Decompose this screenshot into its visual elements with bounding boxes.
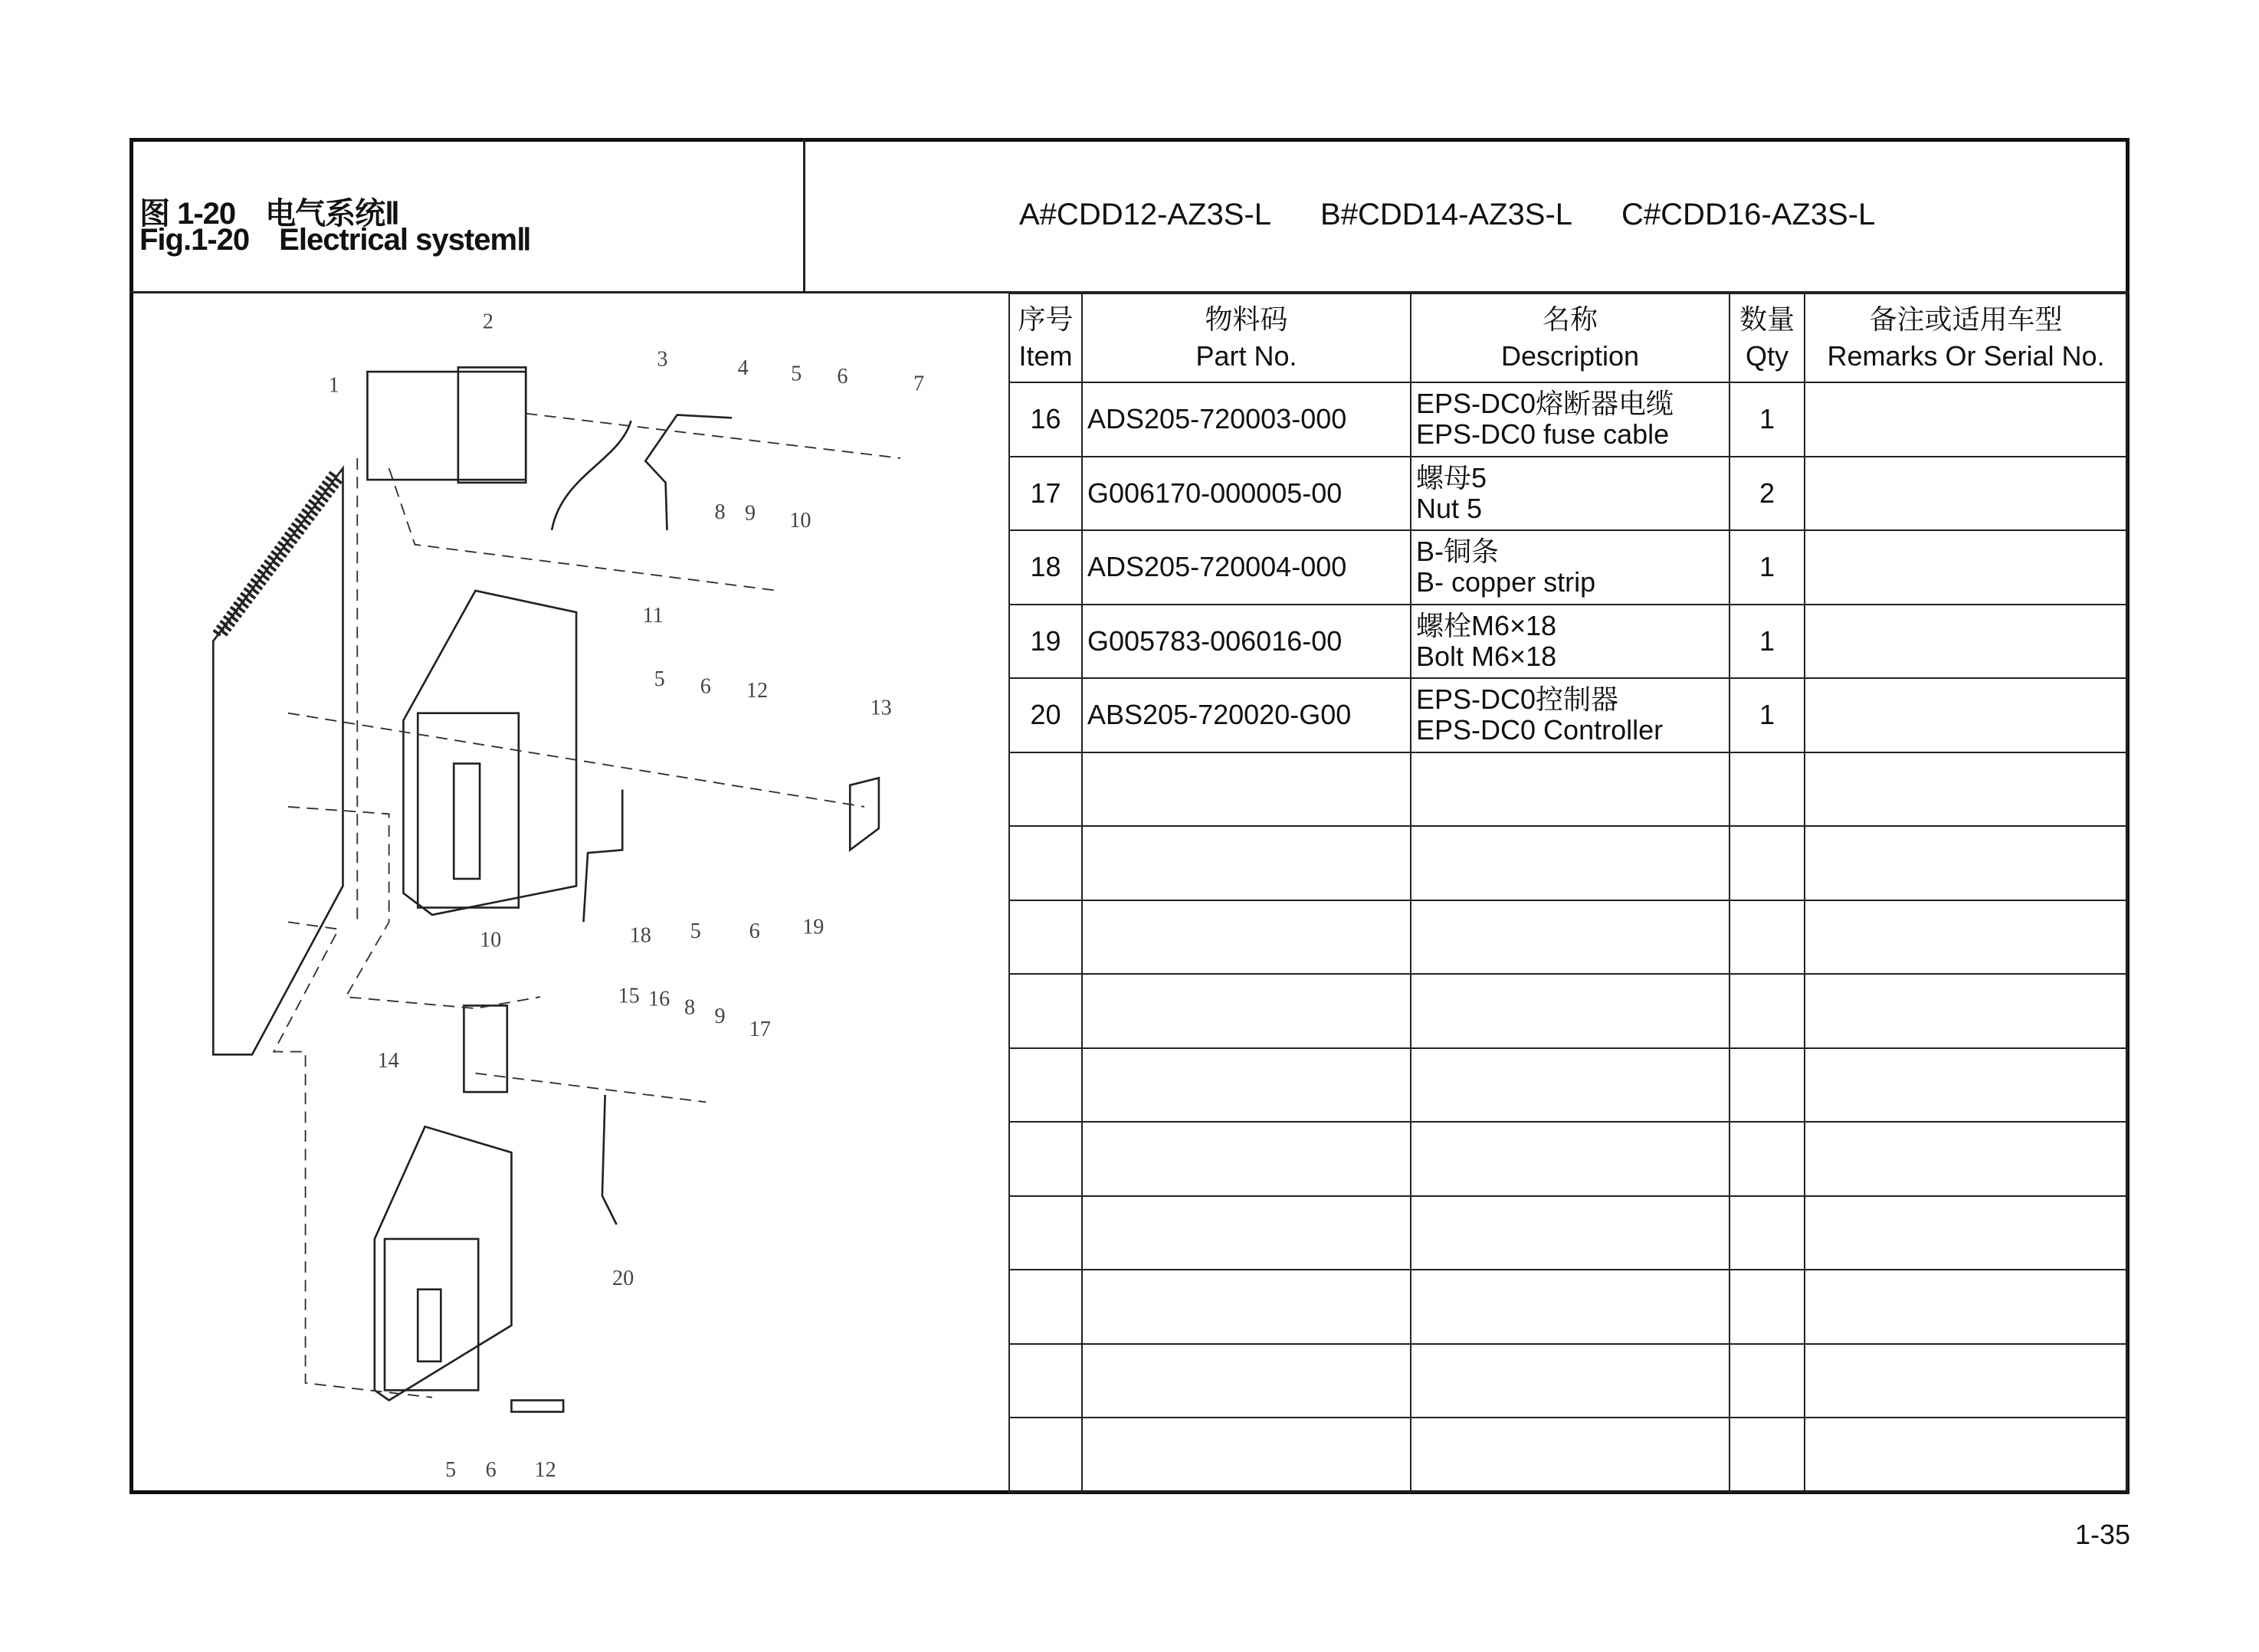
table-header-row [1009, 293, 2127, 382]
cell-qty: 2 [1729, 457, 1805, 531]
desc-en: Nut 5 [1416, 492, 1483, 524]
copper-strip-18 [583, 789, 622, 922]
header-en: Part No. [1195, 340, 1297, 372]
cell-part-no: ADS205-720004-000 [1082, 530, 1411, 605]
table-row-empty [1009, 1418, 2127, 1492]
callout-label: 8 [684, 995, 696, 1020]
table-row-empty [1009, 1122, 2127, 1196]
header-item [1009, 293, 1082, 382]
cell-item: 18 [1009, 530, 1082, 605]
header-en: Remarks Or Serial No. [1827, 340, 2105, 372]
cable-3 [552, 421, 631, 530]
header-zh: 物料码 [1205, 303, 1288, 335]
controller-20 [375, 1126, 512, 1400]
cell-item: 17 [1009, 457, 1082, 531]
table-row [1009, 678, 2127, 752]
callout-label: 6 [485, 1458, 497, 1483]
header-description [1411, 293, 1729, 382]
desc-zh: EPS-DC0控制器 [1416, 683, 1619, 716]
cell-remarks [1805, 605, 2127, 679]
table-row-empty [1009, 1048, 2127, 1123]
model-a: A#CDD12-AZ3S-L [1019, 198, 1272, 231]
cell-description [1411, 678, 1729, 752]
header-en: Qty [1745, 340, 1789, 372]
header-qty [1729, 293, 1805, 382]
header-zh: 序号 [1018, 303, 1074, 335]
desc-en: EPS-DC0 fuse cable [1416, 418, 1670, 451]
callout-label: 19 [802, 915, 825, 939]
callout-label: 13 [870, 696, 892, 720]
callout-label: 2 [482, 310, 493, 334]
cell-description [1411, 605, 1729, 679]
model-b: B#CDD14-AZ3S-L [1320, 198, 1573, 231]
model-c: C#CDD16-AZ3S-L [1621, 198, 1876, 231]
table-row-empty [1009, 826, 2127, 900]
cell-item: 16 [1009, 382, 1082, 457]
callout-label: 5 [791, 362, 802, 386]
callout-label: 17 [749, 1017, 771, 1041]
callout-label: 18 [629, 923, 651, 948]
callout-label: 5 [444, 1458, 457, 1483]
table-row-empty [1009, 1196, 2127, 1270]
table-row [1009, 530, 2127, 605]
callout-label: 4 [737, 356, 749, 380]
callout-label: 9 [714, 1004, 726, 1028]
cell-part-no: G005783-006016-00 [1082, 605, 1411, 679]
cell-qty: 1 [1729, 605, 1805, 679]
callout-label: 12 [534, 1458, 556, 1483]
table-row-empty [1009, 1344, 2127, 1418]
callout-label: 6 [837, 365, 848, 389]
callout-label: 14 [377, 1049, 399, 1073]
table-row [1009, 382, 2127, 457]
controller-11 [403, 591, 576, 915]
callout-label: 9 [745, 501, 756, 526]
bracket-13 [850, 778, 879, 850]
header-remarks [1805, 293, 2127, 382]
callout-label: 10 [789, 509, 811, 533]
callout-label: 15 [618, 984, 640, 1008]
parts-table [1008, 293, 2128, 1493]
callout-label: 10 [480, 928, 502, 952]
cell-description [1411, 530, 1729, 605]
callout-label: 6 [749, 919, 760, 943]
header-zh: 名称 [1542, 303, 1598, 335]
table-row-empty [1009, 752, 2127, 827]
cell-item: 20 [1009, 678, 1082, 752]
table-row [1009, 605, 2127, 679]
callout-label: 5 [690, 919, 701, 943]
callout-label: 5 [654, 667, 665, 691]
callout-label: 20 [612, 1267, 634, 1291]
desc-zh: EPS-DC0熔断器电缆 [1416, 388, 1674, 420]
callout-label: 12 [746, 679, 769, 703]
desc-zh: 螺母5 [1416, 461, 1487, 493]
desc-zh: 螺栓M6×18 [1416, 609, 1557, 641]
header-en: Description [1500, 340, 1640, 372]
callout-label: 1 [328, 373, 339, 398]
cell-part-no: ADS205-720003-000 [1082, 382, 1411, 457]
fuse-cable-16 [602, 1095, 617, 1224]
desc-en: EPS-DC0 Controller [1416, 714, 1664, 746]
header-part-no [1082, 293, 1411, 382]
fuse-holder [464, 1005, 507, 1092]
header-zh: 备注或适用车型 [1869, 303, 2063, 335]
cell-qty: 1 [1729, 678, 1805, 752]
bolt-12 [511, 1401, 563, 1412]
page-number: 1-35 [2075, 1519, 2131, 1550]
figure-title-zh: 图 1-20 电气系统Ⅱ [139, 197, 399, 231]
cell-qty: 1 [1729, 382, 1805, 457]
cell-part-no: G006170-000005-00 [1082, 457, 1411, 531]
cell-remarks [1805, 382, 2127, 457]
header-en: Item [1018, 340, 1073, 372]
cell-qty: 1 [1729, 530, 1805, 605]
desc-en: B- copper strip [1416, 566, 1596, 598]
cell-remarks [1805, 678, 2127, 752]
callout-label: 6 [700, 674, 711, 699]
contactor [367, 372, 526, 480]
cell-item: 19 [1009, 605, 1082, 679]
callout-label: 8 [714, 500, 726, 524]
figure-title-en: Fig.1-20 Electrical systemⅡ [139, 223, 531, 257]
table-row-empty [1009, 900, 2127, 975]
callout-label: 3 [657, 347, 668, 372]
header-zh: 数量 [1739, 303, 1795, 335]
callout-label: 16 [648, 987, 670, 1011]
desc-zh: B-铜条 [1416, 536, 1500, 568]
table-row [1009, 457, 2127, 531]
table-row-empty [1009, 974, 2127, 1048]
cell-remarks [1805, 530, 2127, 605]
desc-en: Bolt M6×18 [1416, 640, 1557, 672]
table-row-empty [1009, 1270, 2127, 1344]
callout-label: 7 [913, 372, 925, 396]
callout-label: 11 [642, 604, 664, 628]
cell-part-no: ABS205-720020-G00 [1082, 678, 1411, 752]
cell-description [1411, 457, 1729, 531]
cell-remarks [1805, 457, 2127, 531]
cell-description [1411, 382, 1729, 457]
